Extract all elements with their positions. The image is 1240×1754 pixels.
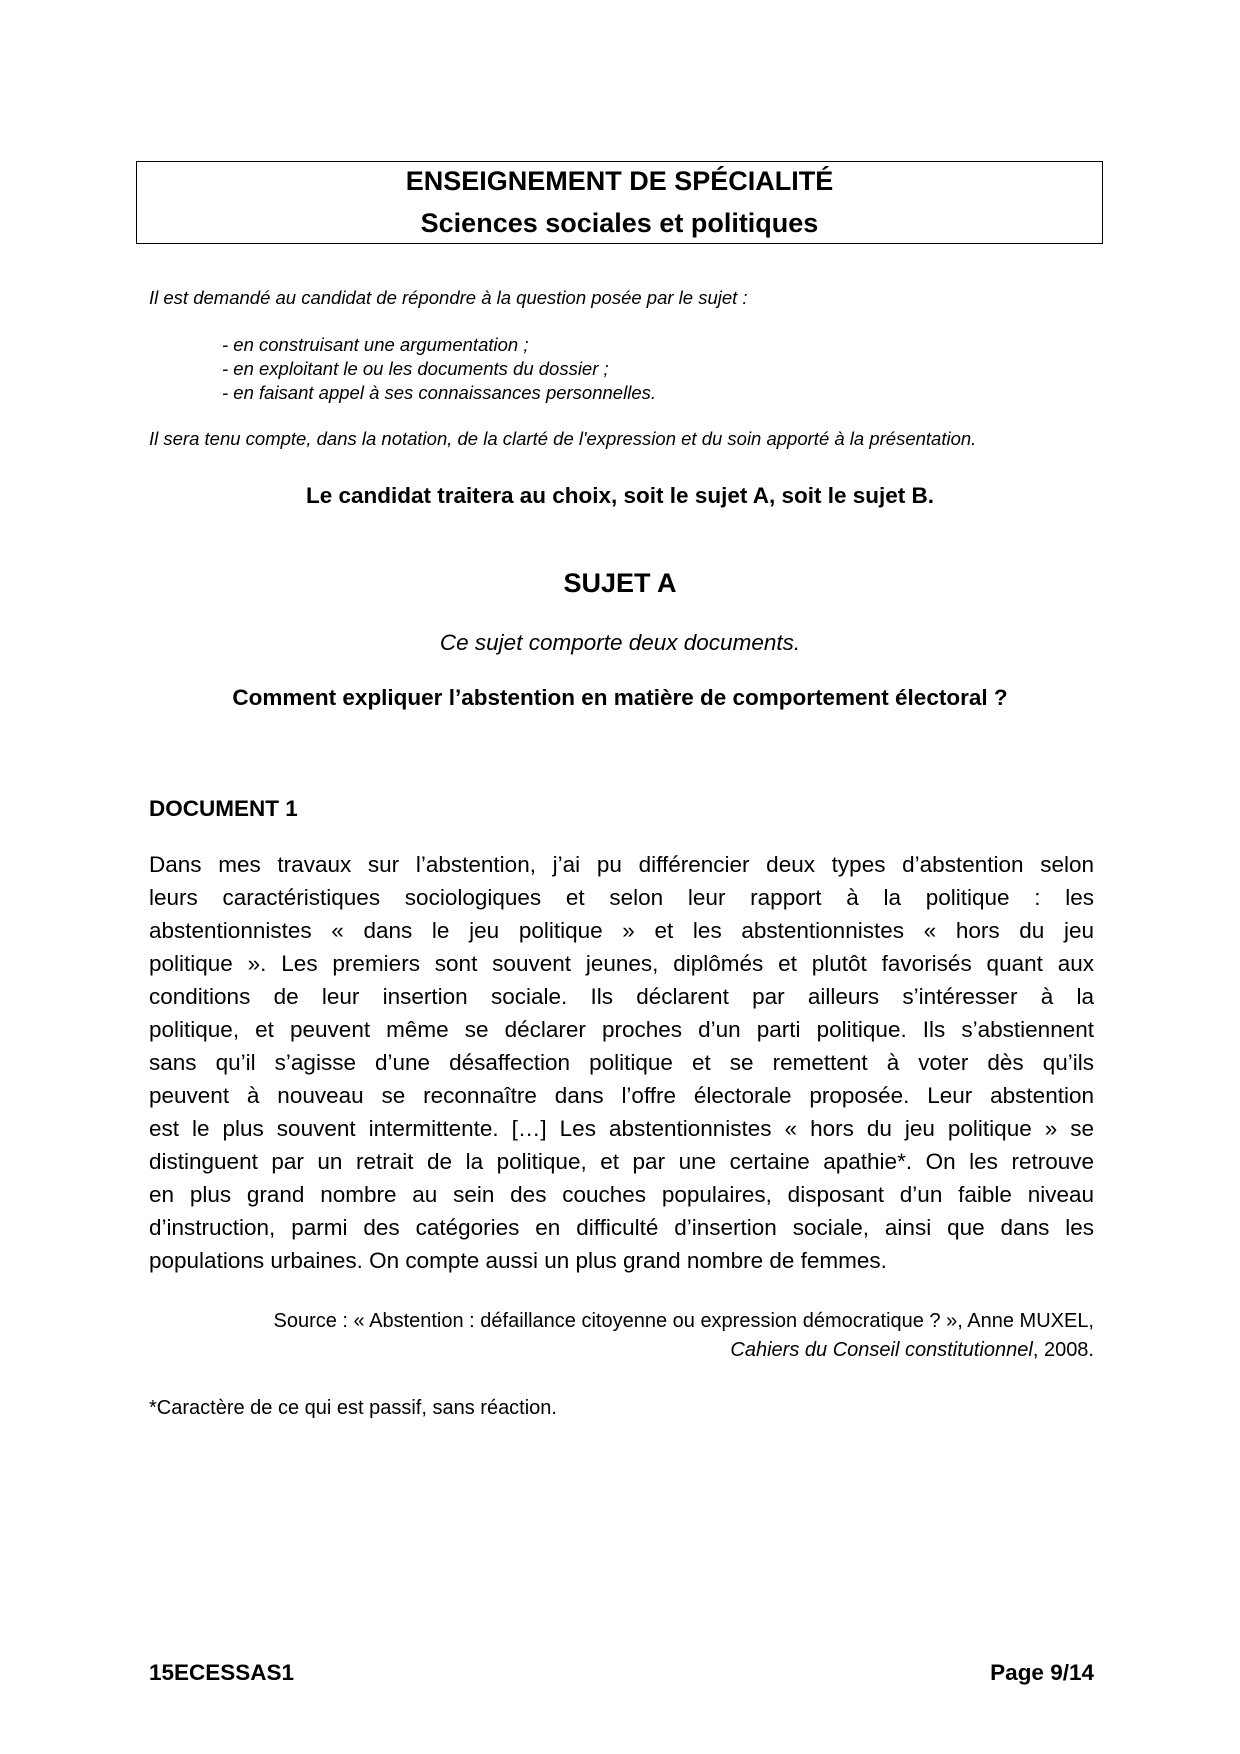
instruction-item: - en exploitant le ou les documents du dossier ; bbox=[222, 358, 609, 379]
text-line: sans qu’il s’agisse d’une désaffection politique et se remettent à voter dès qu’ils bbox=[149, 1050, 1094, 1075]
document-1-heading: DOCUMENT 1 bbox=[149, 796, 298, 821]
page-number: Page 9/14 bbox=[990, 1660, 1094, 1685]
document-1-text bbox=[149, 848, 1094, 1277]
choice-instruction: Le candidat traitera au choix, soit le sujet A, soit le sujet B. bbox=[305, 483, 935, 508]
sujet-question: Comment expliquer l’abstention en matière de comportement électoral ? bbox=[232, 685, 1008, 710]
text-line: Dans mes travaux sur l’abstention, j’ai pu différencier deux types d’abstention selon bbox=[149, 852, 1094, 877]
text-line: distinguent par un retrait de la politique, et par une certaine apathie*. On les retrouve bbox=[149, 1149, 1094, 1174]
text-line: d’instruction, parmi des catégories en difficulté d’insertion sociale, ainsi que dans les bbox=[149, 1215, 1094, 1240]
document-1-source bbox=[273, 1307, 1094, 1365]
source-publication-line bbox=[273, 1336, 1094, 1365]
text-line: en plus grand nombre au sein des couches populaires, disposant d’un faible niveau bbox=[149, 1182, 1094, 1207]
sujet-heading: SUJET A bbox=[563, 568, 677, 598]
grading-note: Il sera tenu compte, dans la notation, de la clarté de l'expression et du soin apporté à la présentation. bbox=[149, 428, 977, 449]
instruction-item: - en faisant appel à ses connaissances personnelles. bbox=[222, 382, 656, 403]
text-line: politique ». Les premiers sont souvent jeunes, diplômés et plutôt favorisés quant aux bbox=[149, 951, 1094, 976]
source-year: , 2008. bbox=[1032, 1339, 1094, 1361]
specialty-title: ENSEIGNEMENT DE SPÉCIALITÉ bbox=[405, 166, 834, 196]
instructions-intro: Il est demandé au candidat de répondre à la question posée par le sujet : bbox=[149, 287, 748, 308]
text-line: leurs caractéristiques sociologiques et selon leur rapport à la politique : les bbox=[149, 885, 1094, 910]
footnote: *Caractère de ce qui est passif, sans réaction. bbox=[149, 1397, 557, 1419]
exam-code: 15ECESSAS1 bbox=[149, 1660, 295, 1685]
sujet-description: Ce sujet comporte deux documents. bbox=[439, 630, 801, 655]
text-line: politique, et peuvent même se déclarer proches d’un parti politique. Ils s’abstiennent bbox=[149, 1017, 1094, 1042]
text-line: peuvent à nouveau se reconnaître dans l’offre électorale proposée. Leur abstention bbox=[149, 1083, 1094, 1108]
title-box bbox=[136, 161, 1103, 244]
subject-title: Sciences sociales et politiques bbox=[420, 208, 819, 238]
text-line: abstentionnistes « dans le jeu politique » et les abstentionnistes « hors du jeu bbox=[149, 918, 1094, 943]
instructions-list bbox=[222, 333, 656, 405]
text-line: est le plus souvent intermittente. […] Les abstentionnistes « hors du jeu politique » se bbox=[149, 1116, 1094, 1141]
instruction-item: - en construisant une argumentation ; bbox=[222, 334, 529, 355]
source-line: Source : « Abstention : défaillance citoyenne ou expression démocratique ? », Anne MUXEL, bbox=[273, 1310, 1094, 1332]
source-publication: Cahiers du Conseil constitutionnel bbox=[730, 1339, 1033, 1361]
text-line: populations urbaines. On compte aussi un plus grand nombre de femmes. bbox=[149, 1248, 887, 1273]
text-line: conditions de leur insertion sociale. Ils déclarent par ailleurs s’intéresser à la bbox=[149, 984, 1094, 1009]
